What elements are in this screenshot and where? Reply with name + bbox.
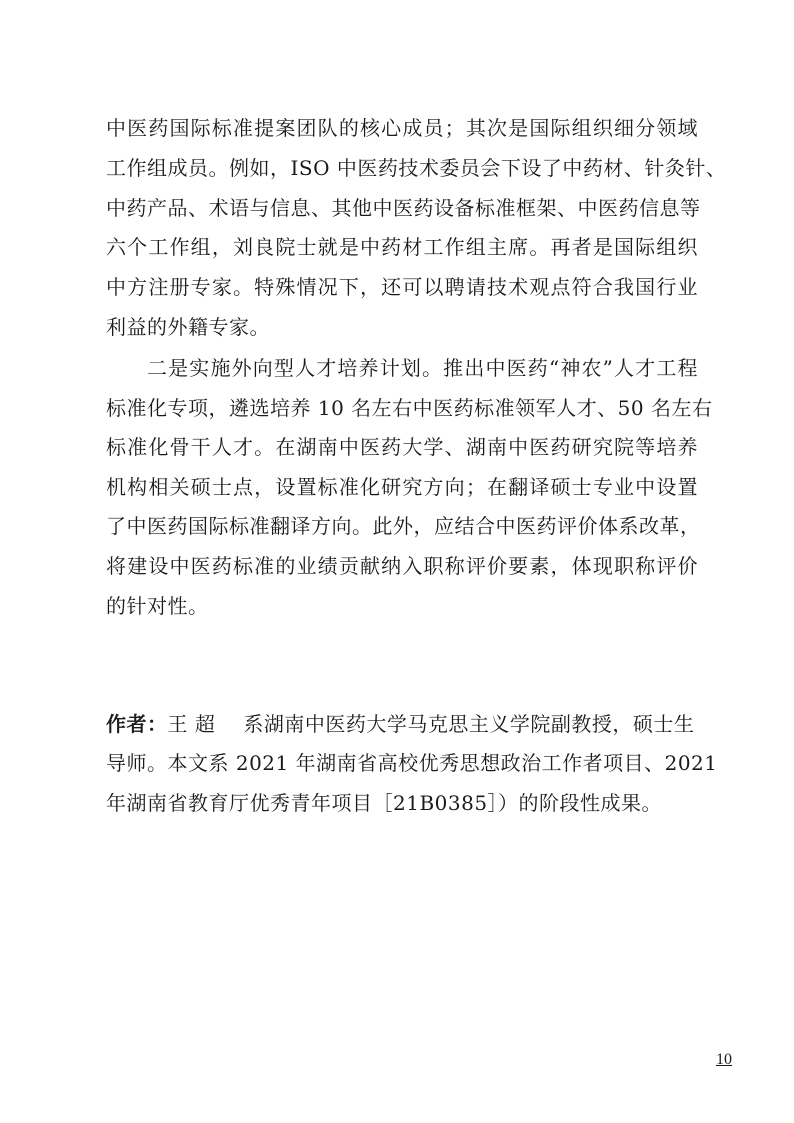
author-line-3: 年湖南省教育厅优秀青年项目［21B0385］）的阶段性成果。 [106, 791, 663, 815]
paragraph-1-line-5: 中方注册专家。特殊情况下，还可以聘请技术观点符合我国行业 [106, 275, 698, 299]
author-line-2: 导师。本文系 2021 年湖南省高校优秀思想政治工作者项目、2021 [106, 751, 718, 775]
paragraph-2-line-5: 了中医药国际标准翻译方向。此外，应结合中医药评价体系改革， [106, 514, 701, 538]
paragraph-2-line-6: 将建设中医药标准的业绩贡献纳入职称评价要素，体现职称评价 [106, 554, 698, 578]
paragraph-1-line-2: 工作组成员。例如，ISO 中医药技术委员会下设了中药材、针灸针、 [106, 156, 727, 180]
paragraph-1-line-1: 中医药国际标准提案团队的核心成员；其次是国际组织细分领域 [106, 116, 698, 140]
author-name: 王 超 [167, 712, 216, 736]
paragraph-1-line-6: 利益的外籍专家。 [106, 315, 270, 339]
author-line-1 [106, 711, 698, 737]
paragraph-1-line-4: 六个工作组，刘良院士就是中药材工作组主席。再者是国际组织 [106, 235, 698, 259]
paragraph-2-line-1: 二是实施外向型人才培养计划。推出中医药“神农”人才工程 [147, 356, 698, 380]
author-affiliation: 系湖南中医药大学马克思主义学院副教授，硕士生 [243, 712, 695, 736]
page-number: 10 [716, 1051, 732, 1068]
paragraph-2-line-7: 的针对性。 [106, 594, 209, 618]
author-label: 作者： [106, 712, 168, 736]
paragraph-2-line-4: 机构相关硕士点，设置标准化研究方向；在翻译硕士专业中设置 [106, 475, 698, 499]
paragraph-2-line-3: 标准化骨干人才。在湖南中医药大学、湖南中医药研究院等培养 [106, 435, 698, 459]
paragraph-2-line-2: 标准化专项，遴选培养 10 名左右中医药标准领军人才、50 名左右 [106, 396, 713, 420]
paragraph-1-line-3: 中药产品、术语与信息、其他中医药设备标准框架、中医药信息等 [106, 196, 701, 220]
